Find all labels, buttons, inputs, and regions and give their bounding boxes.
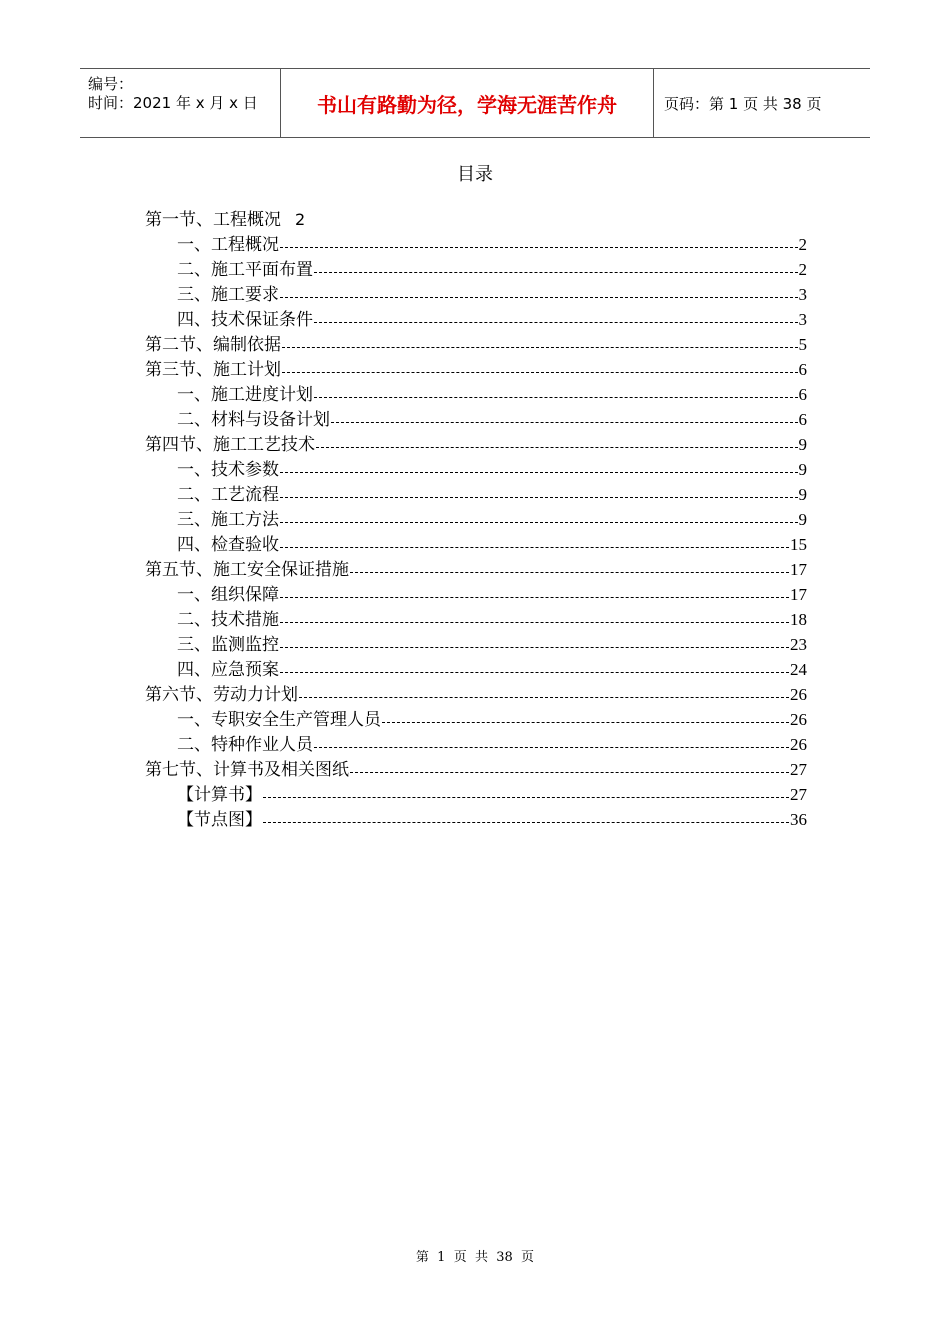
toc-entry[interactable] [145,732,807,757]
document-number-label: 编号： [88,75,134,93]
toc-leader [314,271,798,273]
toc-leader [263,821,789,823]
toc-entry-page: 15 [790,535,807,554]
toc-leader [280,546,789,548]
toc-entry-label: 二、施工平面布置 [177,260,313,280]
toc-leader [280,296,798,298]
toc-leader [350,571,789,573]
toc-entry-label: 四、应急预案 [177,660,279,680]
toc-entry-label: 第三节、施工计划 [145,360,281,380]
toc-entry-label: 四、技术保证条件 [177,310,313,330]
toc-entry[interactable] [145,407,807,432]
toc-entry[interactable] [145,632,807,657]
header-page-cell [654,69,870,137]
toc-entry[interactable] [145,682,807,707]
toc-entry-label: 第一节、工程概况 [145,210,281,230]
document-header [80,68,870,138]
toc-entry-label: 一、组织保障 [177,585,279,605]
toc-entry-page: 17 [790,560,807,579]
toc-leader [282,346,798,348]
toc-entry-page: 6 [798,410,807,429]
header-motto-cell [281,69,654,137]
toc-leader [314,321,798,323]
header-motto: 书山有路勤为径，学海无涯苦作舟 [317,92,617,117]
toc-entry-label: 二、工艺流程 [177,485,279,505]
toc-entry-label: 一、专职安全生产管理人员 [177,710,381,730]
toc-entry-label: 二、技术措施 [177,610,279,630]
toc-entry-label: 一、技术参数 [177,460,279,480]
toc-entry[interactable] [145,607,807,632]
header-meta [80,69,281,137]
toc-title: 目录 [457,164,493,185]
toc-entry[interactable] [145,457,807,482]
toc-entry[interactable] [145,507,807,532]
toc-entry[interactable] [145,357,807,382]
toc-entry-label: 三、施工方法 [177,510,279,530]
toc-entry-label: 第四节、施工工艺技术 [145,435,315,455]
toc-leader [280,246,798,248]
toc-entry-label: 一、施工进度计划 [177,385,313,405]
toc-leader [280,621,789,623]
toc-entry[interactable] [145,707,807,732]
toc-entry-page: 24 [790,660,807,679]
toc-entry-label: 一、工程概况 [177,235,279,255]
toc-entry[interactable] [145,557,807,582]
toc-entry-page: 3 [798,285,807,304]
toc-entry-label: 三、施工要求 [177,285,279,305]
toc-leader [299,696,789,698]
toc-entry-page: 5 [798,335,807,354]
toc-entry-page: 27 [790,785,807,804]
toc-leader [280,471,798,473]
toc-entry[interactable] [145,532,807,557]
toc-entry-page: 23 [790,635,807,654]
toc-entry[interactable] [145,207,807,232]
toc-entry-page: 18 [790,610,807,629]
toc-entry[interactable] [145,807,807,832]
toc-entry-page: 26 [790,710,807,729]
toc-entry-page: 27 [790,760,807,779]
table-of-contents [145,207,807,832]
toc-leader [280,521,798,523]
toc-leader [331,421,798,423]
toc-entry-label: 二、材料与设备计划 [177,410,330,430]
toc-entry-page: 3 [798,310,807,329]
toc-entry[interactable] [145,582,807,607]
toc-entry-page: 2 [295,210,306,229]
toc-entry-page: 9 [798,435,807,454]
toc-leader [263,796,789,798]
toc-entry-page: 36 [790,810,807,829]
document-time-label: 时间：2021 年 x 月 x 日 [88,94,258,112]
toc-leader [280,496,798,498]
toc-entry-label: 第五节、施工安全保证措施 [145,560,349,580]
toc-entry-page: 9 [798,510,807,529]
toc-entry-label: 第六节、劳动力计划 [145,685,298,705]
toc-entry-page: 2 [798,235,807,254]
toc-entry-page: 9 [798,485,807,504]
toc-entry-page: 9 [798,460,807,479]
toc-entry-page: 2 [798,260,807,279]
toc-entry[interactable] [145,382,807,407]
toc-entry-label: 三、监测监控 [177,635,279,655]
toc-entry-label: 第二节、编制依据 [145,335,281,355]
toc-leader [314,746,789,748]
toc-entry[interactable] [145,782,807,807]
header-page-info: 页码：第 1 页 共 38 页 [664,94,822,113]
toc-entry-label: 【计算书】 [177,785,262,805]
toc-entry-label: 【节点图】 [177,810,262,830]
toc-entry[interactable] [145,282,807,307]
toc-entry[interactable] [145,232,807,257]
toc-leader [280,671,789,673]
toc-leader [280,646,789,648]
toc-leader [382,721,789,723]
page-footer: 第 1 页 共 38 页 [415,1250,535,1265]
toc-entry-label: 二、特种作业人员 [177,735,313,755]
toc-entry[interactable] [145,482,807,507]
toc-entry-label: 第七节、计算书及相关图纸 [145,760,349,780]
toc-entry[interactable] [145,332,807,357]
toc-entry-page: 26 [790,685,807,704]
toc-entry-page: 6 [798,360,807,379]
toc-entry[interactable] [145,257,807,282]
toc-entry[interactable] [145,432,807,457]
toc-leader [314,396,798,398]
toc-entry[interactable] [145,307,807,332]
toc-leader [280,596,789,598]
toc-entry-page: 17 [790,585,807,604]
toc-leader [282,371,798,373]
toc-entry[interactable] [145,757,807,782]
toc-leader [316,446,798,448]
toc-leader [350,771,789,773]
toc-entry-label: 四、检查验收 [177,535,279,555]
toc-entry-page: 6 [798,385,807,404]
toc-entry-page: 26 [790,735,807,754]
toc-entry[interactable] [145,657,807,682]
